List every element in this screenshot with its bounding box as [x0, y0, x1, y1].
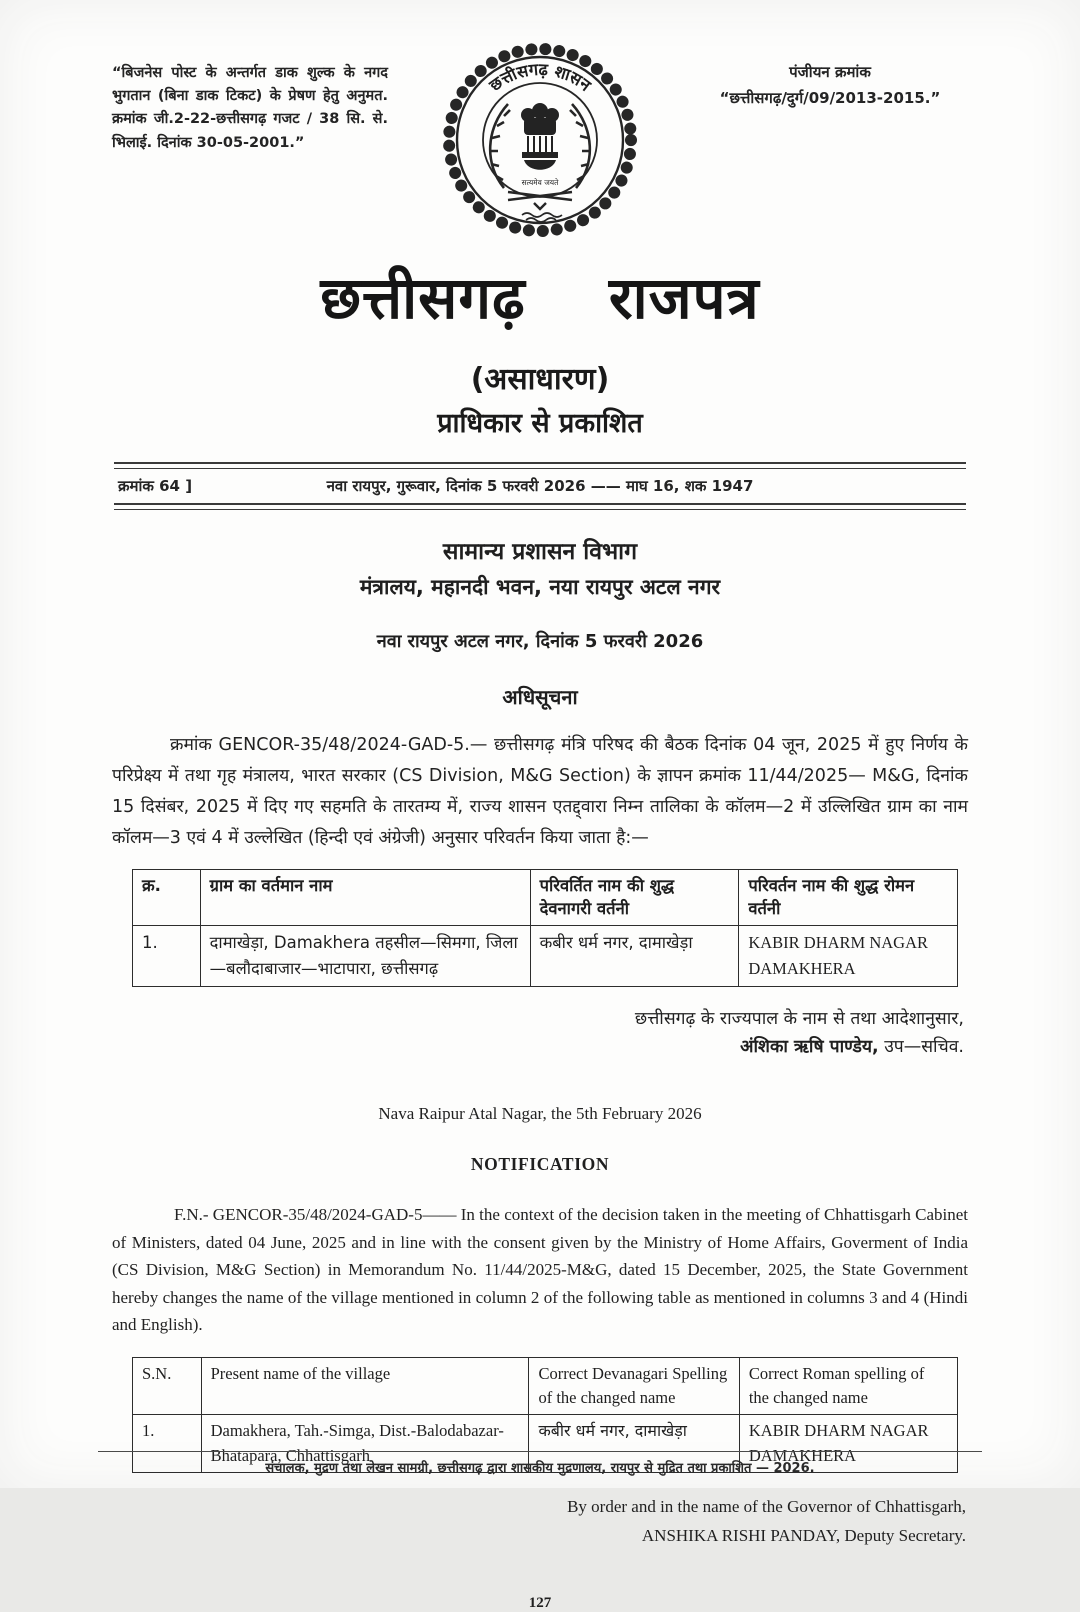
- table-header-row: [133, 1357, 958, 1414]
- registration-label: पंजीयन क्रमांक: [789, 63, 871, 81]
- cell-devanagari-spelling: कबीर धर्म नगर, दामाखेड़ा: [529, 1414, 739, 1473]
- footer-rule: [98, 1451, 982, 1452]
- col-sn: S.N.: [133, 1357, 202, 1414]
- hindi-signatory-name: अंशिका ऋषि पाण्डेय,: [740, 1037, 879, 1058]
- col-devanagari-spelling: परिवर्तित नाम की शुद्ध देवनागरी वर्तनी: [530, 869, 739, 926]
- page-number: 127: [528, 1595, 552, 1612]
- emblem-motto: सत्यमेव जयते: [521, 178, 559, 187]
- registration-number: “छत्तीसगढ़/दुर्ग/09/2013-2015.”: [719, 88, 941, 107]
- hindi-notification-heading: अधिसूचना: [502, 685, 578, 709]
- col-present-name: Present name of the village: [201, 1357, 529, 1414]
- emblem-base-decor: [508, 192, 572, 222]
- english-signatory-designation: Deputy Secretary.: [840, 1526, 966, 1546]
- col-roman-spelling: परिवर्तन नाम की शुद्ध रोमन वर्तनी: [739, 869, 958, 926]
- col-serial: क्र.: [133, 869, 201, 926]
- english-signature-block: [112, 1493, 968, 1551]
- hindi-order-line: छत्तीसगढ़ के राज्यपाल के नाम से तथा आदेशानुसार,: [634, 1008, 964, 1029]
- double-rule-top: [114, 462, 966, 469]
- hindi-dateline: नवा रायपुर अटल नगर, दिनांक 5 फरवरी 2026: [376, 631, 704, 652]
- registration-block: [692, 40, 968, 111]
- col-current-name: ग्राम का वर्तमान नाम: [200, 869, 530, 926]
- double-rule-bottom: [114, 503, 966, 510]
- hindi-signatory: [112, 1033, 964, 1062]
- published-by-authority: प्राधिकार से प्रकाशित: [437, 408, 643, 439]
- issue-number: क्रमांक 64 ]: [118, 477, 193, 495]
- postal-permission-note: “बिजनेस पोस्ट के अन्तर्गत डाक शुल्क के नगद भुगतान (बिना डाक टिकट) के प्रेषण हेतु अनुमत. क्रमांक जी.2-22-छत्तीसगढ़ गजट / 38 सि. से. भिलाई. दिनांक 30-05-2001.”: [112, 65, 388, 151]
- table-header-row: [133, 869, 958, 926]
- english-notification-body: F.N.- GENCOR-35/48/2024-GAD-5—— In the context of the decision taken in the meeting of Chhattisgarh Cabinet of Ministers, dated 04 June, 2025 and in line with the consent given by the Ministry of Home Affairs, Goverment of India (CS Division, M&G Section) in Memorandum No. 11/44/2025-M&G, dated 15 December, 2025, the State Government hereby changes the name of the village mentioned in column 2 of the following table as mentioned in columns 3 and 4 (Hindi and English).: [112, 1205, 968, 1335]
- printer-imprint: संचालक, मुद्रण तथा लेखन सामग्री, छत्तीसगढ़ द्वारा शासकीय मुद्रणालय, रायपुर से मुद्रित तथा प्रकाशित — 2026.: [265, 1461, 815, 1476]
- footer: [0, 1451, 1080, 1476]
- col-devanagari-spelling: Correct Devanagari Spelling of the changed name: [529, 1357, 739, 1414]
- table-row: [133, 926, 958, 986]
- department-name: सामान्य प्रशासन विभाग: [442, 539, 638, 565]
- cell-present-name: Damakhera, Tah.-Simga, Dist.-Balodabazar-Bhatapara, Chhattisgarh: [201, 1414, 529, 1473]
- cell-sn: 1.: [133, 1414, 202, 1473]
- cell-devanagari-spelling: कबीर धर्म नगर, दामाखेड़ा: [530, 926, 739, 986]
- hindi-rename-table: [132, 869, 958, 987]
- chhattisgarh-state-emblem-icon: [437, 40, 643, 240]
- english-order-line: By order and in the name of the Governor of Chhattisgarh,: [567, 1497, 966, 1517]
- cell-serial: 1.: [133, 926, 201, 986]
- cell-current-name: दामाखेड़ा, Damakhera तहसील—सिमगा, जिला—बलौदाबाजार—भाटापारा, छत्तीसगढ़: [200, 926, 530, 986]
- col-roman-spelling: Correct Roman spelling of the changed name: [739, 1357, 957, 1414]
- english-signatory-name: ANSHIKA RISHI PANDAY,: [641, 1526, 841, 1546]
- emblem-wrap: [388, 40, 692, 240]
- issue-date-line: नवा रायपुर, गुरूवार, दिनांक 5 फरवरी 2026 —— माघ 16, शक 1947: [326, 477, 754, 495]
- capital-column: [528, 136, 552, 152]
- hindi-signatory-designation: उप—सचिव.: [878, 1037, 964, 1058]
- english-dateline: Nava Raipur Atal Nagar, the 5th February 2026: [378, 1104, 702, 1124]
- cell-roman-spelling: KABIR DHARM NAGAR DAMAKHERA: [739, 926, 958, 986]
- department-address: मंत्रालय, महानदी भवन, नया रायपुर अटल नगर: [359, 575, 721, 599]
- english-notification-heading: NOTIFICATION: [470, 1154, 610, 1175]
- gazette-subtitle: (असाधारण): [470, 362, 610, 397]
- cell-roman-spelling: KABIR DHARM NAGAR DAMAKHERA: [739, 1414, 957, 1473]
- gazette-title: छत्तीसगढ़ राजपत्र: [320, 264, 760, 332]
- hindi-signature-block: [112, 1005, 968, 1063]
- issue-band: [112, 462, 968, 510]
- emblem-arc-text: छत्तीसगढ़ शासन: [485, 59, 595, 95]
- english-signatory: [112, 1522, 966, 1551]
- page-header: [112, 40, 968, 240]
- hindi-notification-body: क्रमांक GENCOR-35/48/2024-GAD-5.— छत्तीसगढ़ मंत्रि परिषद की बैठक दिनांक 04 जून, 2025 में हुए निर्णय के परिप्रेक्ष्य में तथा गृह मंत्रालय, भारत सरकार (CS Division, M&G Section) के ज्ञापन क्रमांक 11/44/2025— M&G, दिनांक 15 दिसंबर, 2025 में दिए गए सहमति के तारतम्य में, राज्य शासन एतद्द्वारा निम्न तालिका के कॉलम—2 में उल्लिखित ग्राम का नाम कॉलम—3 एवं 4 में उल्लेखित (हिन्दी एवं अंग्रेजी) अनुसार परिवर्तन किया जाता है:—: [112, 735, 968, 849]
